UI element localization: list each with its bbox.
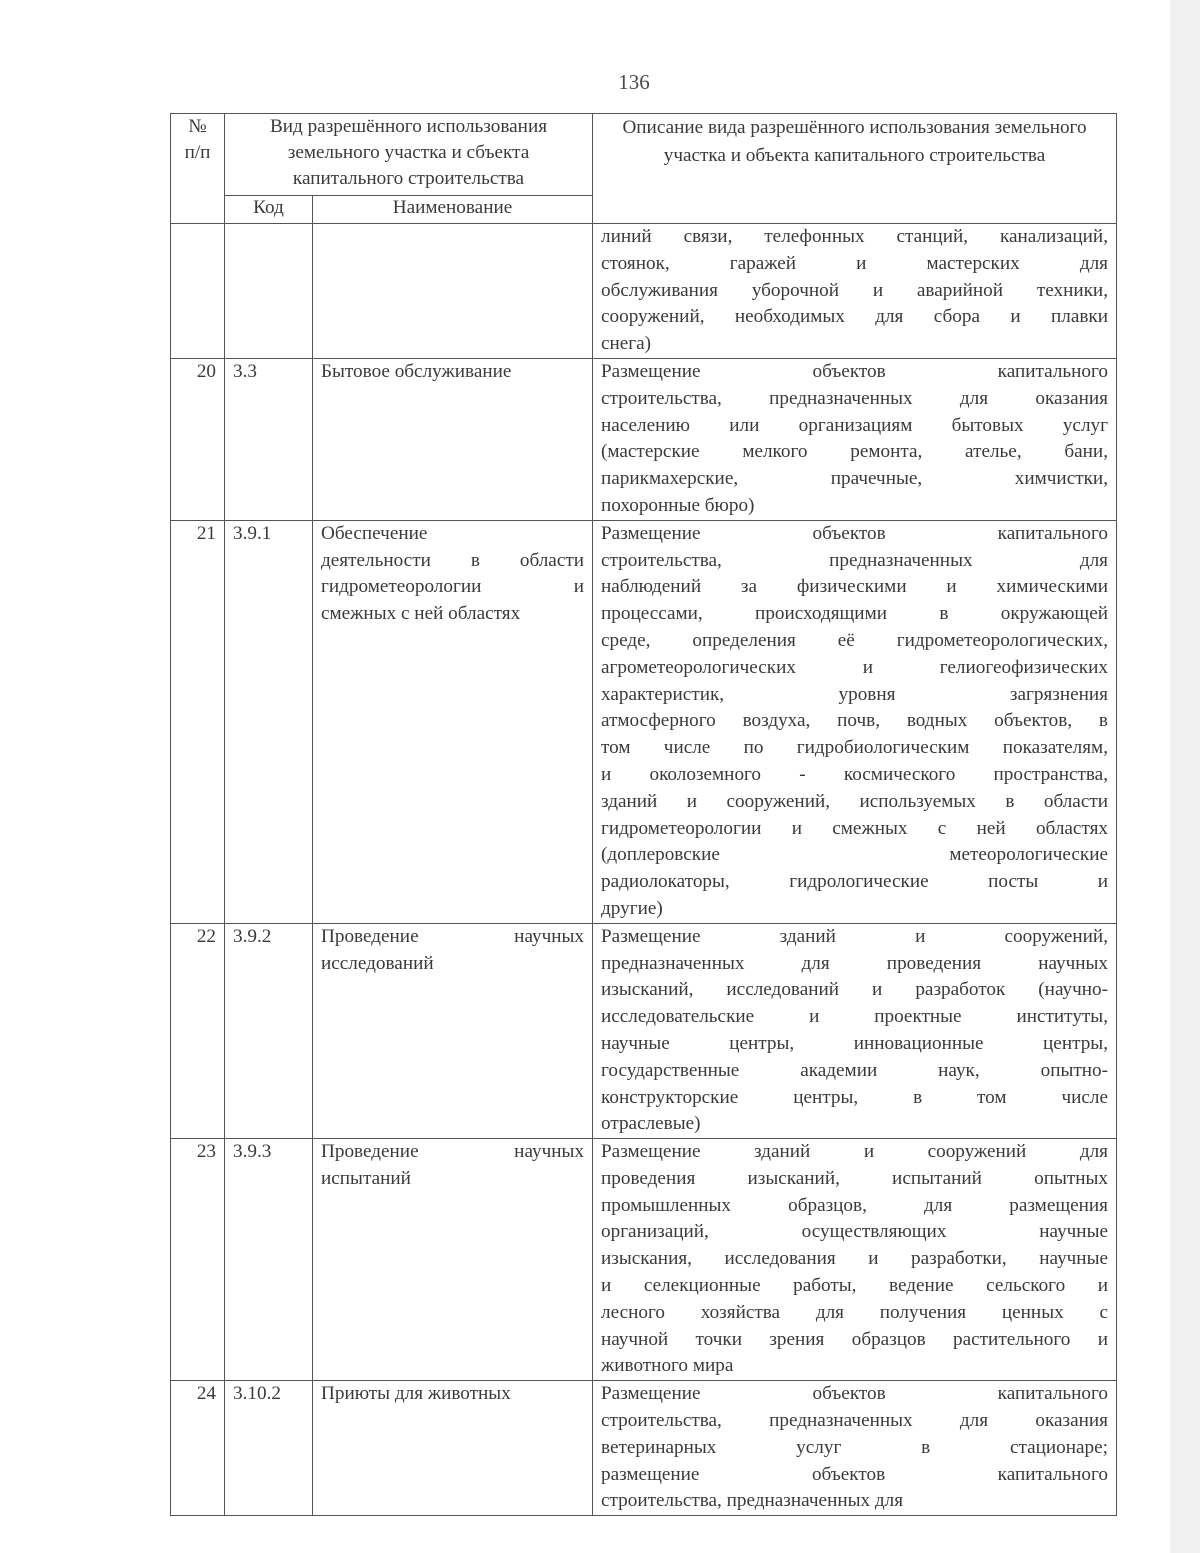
row-description-line: и околоземного - космического пространства, [601, 763, 1108, 785]
row-description-line: населению или организациям бытовых услуг [601, 414, 1108, 436]
row-description-line: радиолокаторы, гидрологические посты и [601, 871, 1108, 893]
row-name-line: Приюты для животных [321, 1383, 511, 1405]
row-name [313, 923, 593, 1138]
row-number [171, 224, 225, 359]
row-description-line: отраслевые) [601, 1113, 701, 1135]
header-num: № п/п [171, 114, 225, 224]
row-description [593, 1381, 1117, 1516]
row-description-line: исследовательские и проектные институты, [601, 1006, 1108, 1028]
row-description-line: сооружений, необходимых для сбора и плавки [601, 306, 1108, 328]
row-name-line: деятельности в области [321, 549, 584, 571]
row-description-line: размещение объектов капитального [601, 1463, 1108, 1485]
row-description-line: изыскания, исследования и разработки, научные [601, 1248, 1108, 1270]
row-name-line: Проведение научных [321, 925, 584, 947]
row-description-line: проведения изысканий, испытаний опытных [601, 1167, 1108, 1189]
land-use-table [170, 113, 1117, 1516]
row-description-line: парикмахерские, прачечные, химчистки, [601, 468, 1108, 490]
table-row [171, 358, 1117, 520]
row-description [593, 1139, 1117, 1381]
row-description-line: строительства, предназначенных для [601, 549, 1108, 571]
row-number: 24 [171, 1381, 225, 1516]
row-description-line: строительства, предназначенных для оказания [601, 387, 1108, 409]
row-code: 3.9.2 [225, 923, 313, 1138]
row-description [593, 224, 1117, 359]
row-name [313, 224, 593, 359]
row-description-line: процессами, происходящими в окружающей [601, 603, 1108, 625]
table-body [171, 224, 1117, 1516]
row-description-line: государственные академии наук, опытно- [601, 1059, 1108, 1081]
scan-edge-strip [1170, 0, 1200, 1553]
row-name-line: смежных с ней областях [321, 603, 521, 625]
row-description [593, 358, 1117, 520]
row-code [225, 224, 313, 359]
table-row [171, 224, 1117, 359]
row-description-line: агрометеорологических и гелиогеофизических [601, 656, 1108, 678]
row-description-line: зданий и сооружений, используемых в области [601, 790, 1108, 812]
header-description: Описание вида разрешённого использования земельного участка и объекта капитального строительства [593, 114, 1117, 224]
table-header [171, 114, 1117, 224]
row-description-line: конструкторские центры, в том числе [601, 1086, 1108, 1108]
row-description-line: животного мира [601, 1355, 734, 1377]
row-description-line: и селекционные работы, ведение сельского и [601, 1275, 1108, 1297]
table-row [171, 923, 1117, 1138]
header-code: Код [225, 196, 313, 224]
row-description-line: наблюдений за физическими и химическими [601, 576, 1108, 598]
page-number: 136 [618, 70, 650, 94]
row-number: 22 [171, 923, 225, 1138]
row-description-line: Размещение зданий и сооружений, [601, 925, 1108, 947]
row-description-line: Размещение объектов капитального [601, 1383, 1108, 1405]
row-name [313, 1381, 593, 1516]
row-description-line: том числе по гидробиологическим показателям, [601, 737, 1108, 759]
row-description-line: организаций, осуществляющих научные [601, 1221, 1108, 1243]
row-number: 21 [171, 520, 225, 923]
row-name-line: Проведение научных [321, 1141, 584, 1163]
row-code: 3.9.3 [225, 1139, 313, 1381]
row-description-line: ветеринарных услуг в стационаре; [601, 1436, 1108, 1458]
row-description [593, 923, 1117, 1138]
row-name-line: Обеспечение [321, 522, 428, 544]
row-code: 3.3 [225, 358, 313, 520]
row-description-line: (мастерские мелкого ремонта, ателье, бани, [601, 441, 1108, 463]
row-description-line: обслуживания уборочной и аварийной техники, [601, 279, 1108, 301]
row-description-line: предназначенных для проведения научных [601, 952, 1108, 974]
row-description [593, 520, 1117, 923]
row-description-line: научные центры, инновационные центры, [601, 1032, 1108, 1054]
row-description-line: похоронные бюро) [601, 494, 755, 516]
row-description-line: гидрометеорологии и смежных с ней областях [601, 817, 1108, 839]
row-description-line: строительства, предназначенных для оказания [601, 1410, 1108, 1432]
row-name [313, 1139, 593, 1381]
row-name-line: исследований [321, 952, 434, 974]
row-description-line: среде, определения её гидрометеорологических, [601, 629, 1108, 651]
row-description-line: (доплеровские метеорологические [601, 844, 1108, 866]
row-description-line: снега) [601, 333, 652, 355]
table-row [171, 520, 1117, 923]
row-description-line: Размещение зданий и сооружений для [601, 1141, 1108, 1163]
row-number: 23 [171, 1139, 225, 1381]
row-description-line: строительства, предназначенных для [601, 1490, 904, 1512]
row-description-line: стоянок, гаражей и мастерских для [601, 252, 1108, 274]
row-code: 3.10.2 [225, 1381, 313, 1516]
row-description-line: атмосферного воздуха, почв, водных объектов, в [601, 710, 1108, 732]
row-name-line: Бытовое обслуживание [321, 360, 512, 382]
header-land-use-type: Вид разрешённого использования земельного участка и сбъекта капитального строительства [225, 114, 593, 196]
row-description-line: другие) [601, 897, 663, 919]
row-number: 20 [171, 358, 225, 520]
row-name-line: гидрометеорологии и [321, 576, 584, 598]
row-description-line: изысканий, исследований и разработок (научно- [601, 979, 1108, 1001]
table-row [171, 1139, 1117, 1381]
row-description-line: лесного хозяйства для получения ценных с [601, 1301, 1108, 1323]
row-description-line: Размещение объектов капитального [601, 522, 1108, 544]
row-description-line: научной точки зрения образцов растительного и [601, 1328, 1108, 1350]
row-description-line: промышленных образцов, для размещения [601, 1194, 1108, 1216]
header-name: Наименование [313, 196, 593, 224]
row-code: 3.9.1 [225, 520, 313, 923]
row-name-line: испытаний [321, 1167, 411, 1189]
row-description-line: Размещение объектов капитального [601, 360, 1108, 382]
row-name [313, 358, 593, 520]
row-description-line: характеристик, уровня загрязнения [601, 683, 1108, 705]
row-description-line: линий связи, телефонных станций, канализаций, [601, 226, 1108, 247]
table-row [171, 1381, 1117, 1516]
row-name [313, 520, 593, 923]
